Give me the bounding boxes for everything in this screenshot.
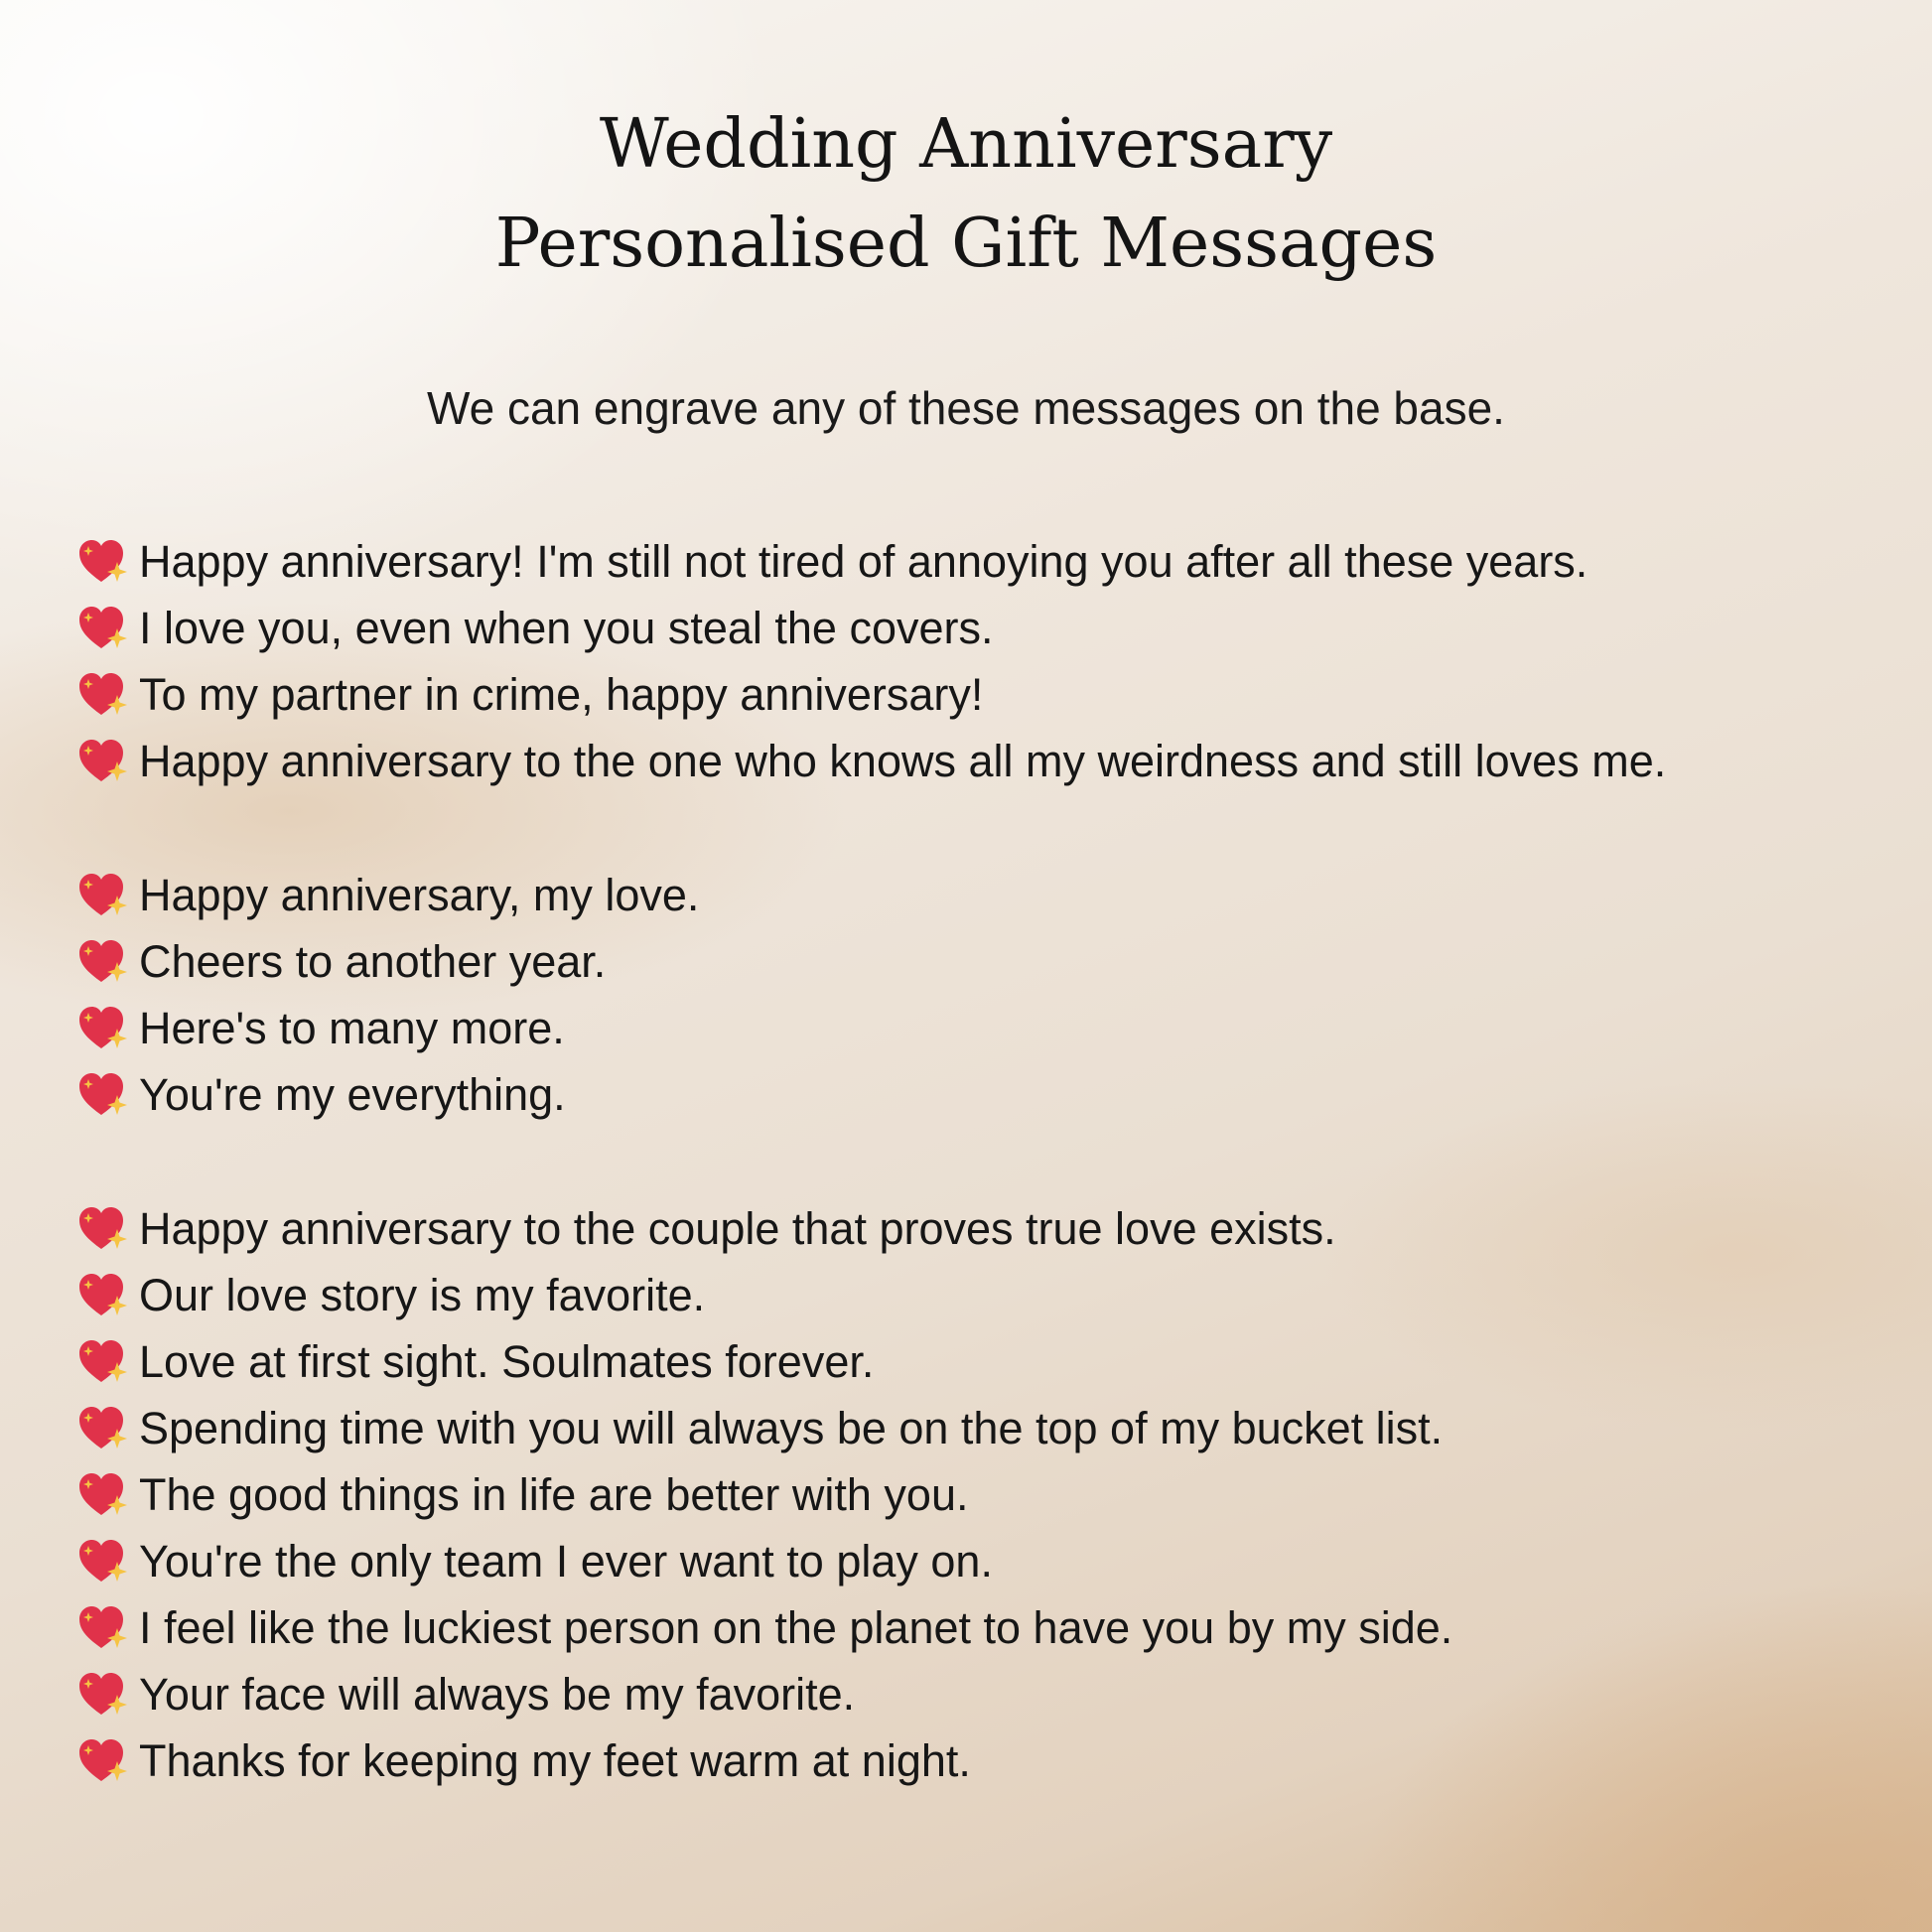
title-line-1: Wedding Anniversary [599,105,1333,184]
sparkling-heart-icon [77,1737,129,1785]
sparkling-heart-icon [77,1671,129,1719]
sparkling-heart-icon [77,872,129,919]
subtitle: We can engrave any of these messages on the base. [427,382,1505,434]
message-item [77,1461,1452,1528]
message-item [77,1395,1452,1461]
sparkling-heart-icon [77,1205,129,1253]
sparkling-heart-icon [77,1272,129,1319]
message-item [77,1328,1452,1395]
message-item [77,1195,1452,1262]
sparkling-heart-icon [77,1538,129,1586]
message-item [77,661,1666,728]
message-text: Happy anniversary, my love. [139,869,700,920]
message-text: Happy anniversary! I'm still not tired of annoying you after all these years. [139,535,1588,587]
message-item [77,928,699,995]
sparkling-heart-icon [77,605,129,652]
message-group-3 [77,1195,1452,1794]
sparkling-heart-icon [77,1071,129,1119]
message-text: Thanks for keeping my feet warm at night. [139,1734,971,1786]
message-text: You're my everything. [139,1068,566,1120]
message-text: I love you, even when you steal the covers. [139,602,994,653]
message-text: Cheers to another year. [139,935,607,987]
message-item [77,1661,1452,1727]
message-text: Happy anniversary to the one who knows all my weirdness and still loves me. [139,735,1667,786]
sparkling-heart-icon [77,1005,129,1052]
message-text: Happy anniversary to the couple that proves true love exists. [139,1202,1336,1254]
message-text: The good things in life are better with you. [139,1468,969,1520]
message-text: Here's to many more. [139,1002,565,1053]
sparkling-heart-icon [77,1604,129,1652]
message-group-2 [77,862,699,1128]
message-item [77,728,1666,794]
message-text: Spending time with you will always be on the top of my bucket list. [139,1402,1444,1453]
sparkling-heart-icon [77,938,129,986]
message-text: To my partner in crime, happy anniversary! [139,668,984,720]
sparkling-heart-icon [77,1338,129,1386]
sparkling-heart-icon [77,1471,129,1519]
sparkling-heart-icon [77,1405,129,1452]
message-text: Your face will always be my favorite. [139,1668,856,1720]
message-item [77,1262,1452,1328]
message-item [77,595,1666,661]
message-item [77,995,699,1061]
page-title [0,95,1932,294]
message-item [77,1528,1452,1594]
sparkling-heart-icon [77,671,129,719]
title-line-2: Personalised Gift Messages [494,205,1438,283]
message-text: You're the only team I ever want to play on. [139,1535,993,1587]
message-text: I feel like the luckiest person on the planet to have you by my side. [139,1601,1453,1653]
message-text: Love at first sight. Soulmates forever. [139,1335,875,1387]
message-item [77,862,699,928]
sparkling-heart-icon [77,738,129,785]
message-item [77,1061,699,1128]
message-item [77,528,1666,595]
message-item [77,1594,1452,1661]
message-item [77,1727,1452,1794]
message-text: Our love story is my favorite. [139,1269,706,1320]
message-group-1 [77,528,1666,794]
sparkling-heart-icon [77,538,129,586]
